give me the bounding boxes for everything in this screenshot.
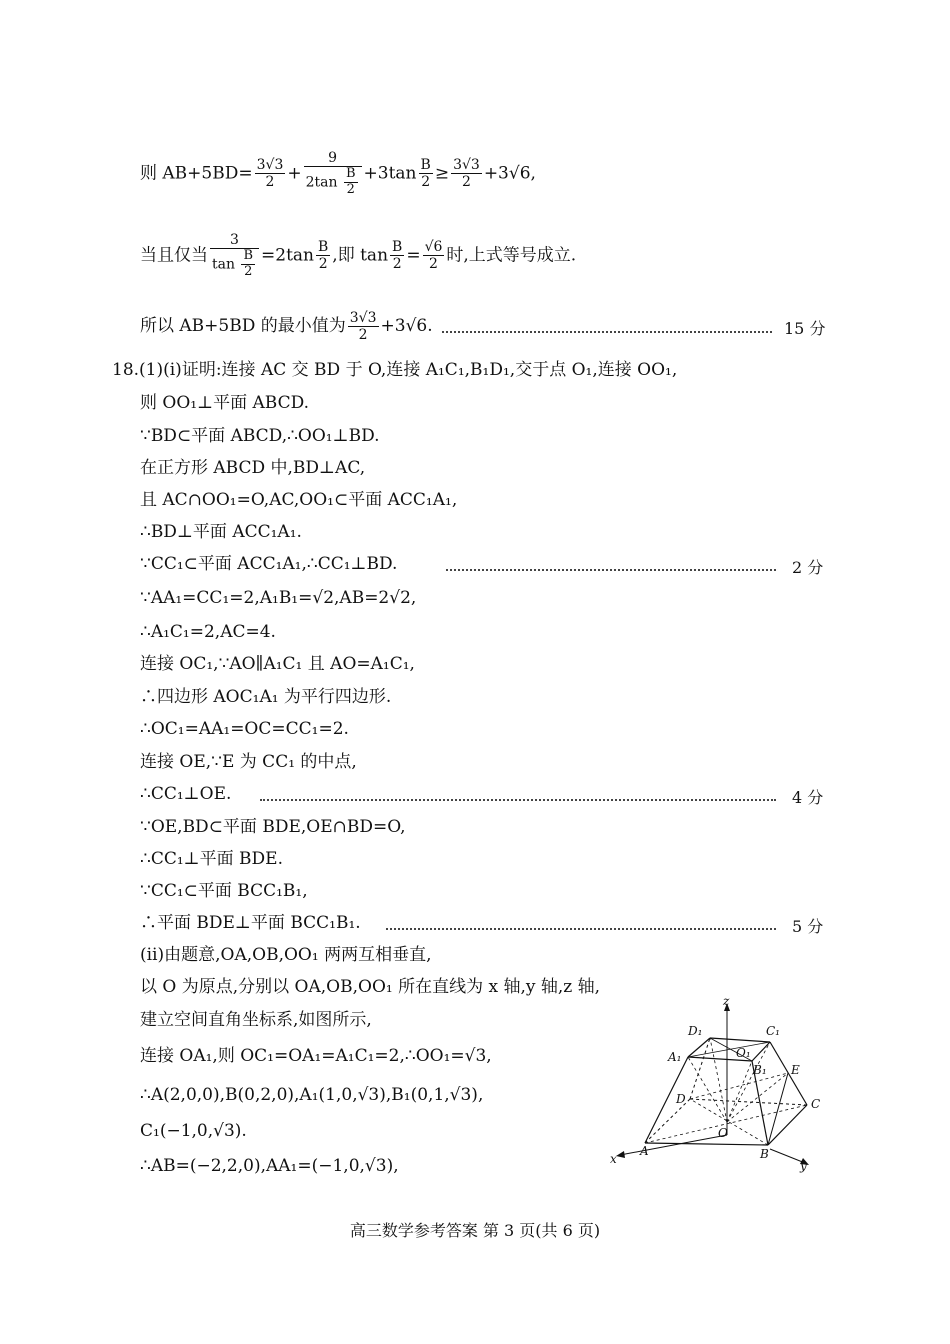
frac-num: 3√3 [256,157,284,174]
frac-den: 2 [346,182,355,198]
score-15: 15 分 [784,319,826,338]
q18-line-6: ∴BD⊥平面 ACC₁A₁. [140,522,302,542]
q18-line-11: ∴四边形 AOC₁A₁ 为平行四边形. [140,687,392,707]
label-D1: D₁ [688,1024,703,1038]
nested-fraction [241,249,255,280]
eq3-prefix: 所以 AB+5BD 的最小值为 [140,316,346,337]
frac-den: 2 [358,327,368,344]
frac-den-text: tan [212,256,235,273]
x-axis-arrow [616,1151,625,1158]
q18-line-14: ∴CC₁⊥OE. [140,784,232,804]
label-C: C [811,1097,821,1111]
fraction [348,310,379,343]
q18-line-4: 在正方形 ABCD 中,BD⊥AC, [140,458,366,478]
q18-line-18: ∴平面 BDE⊥平面 BCC₁B₁. [140,913,361,933]
label-A1: A₁ [668,1050,682,1064]
fraction [390,239,404,272]
eq2-mid: ,即 tan [332,245,389,266]
frac-num: B [420,157,431,174]
q18-line-2: 则 OO₁⊥平面 ABCD. [140,393,310,413]
score-2: 2 分 [792,558,824,577]
score-4: 4 分 [792,788,824,807]
label-x: x [610,1152,617,1166]
q18-line-16: ∴CC₁⊥平面 BDE. [140,849,283,869]
frac-den: 2 [244,264,253,280]
label-O: O [718,1126,728,1140]
q18-line-24: C₁(−1,0,√3). [140,1121,247,1141]
q18-line-23: ∴A(2,0,0),B(0,2,0),A₁(1,0,√3),B₁(0,1,√3), [140,1085,484,1105]
label-C1: C₁ [766,1024,780,1038]
segment-OB1 [727,1061,752,1122]
segment-OA1 [688,1057,727,1122]
fraction [423,239,445,272]
edge-CD [690,1099,807,1105]
frac-den: 2 [421,174,431,191]
q18-line-15: ∵OE,BD⊂平面 BDE,OE∩BD=O, [140,817,406,837]
frac-den-text: 2tan [305,174,338,191]
frustum-figure [600,995,830,1175]
eq-sign: = [406,245,421,266]
frac-num: 3√3 [453,157,480,174]
eq1-prefix: 则 AB+5BD= [140,163,253,184]
frac-num: √6 [424,239,443,256]
eq1-suffix: +3√6, [483,163,536,184]
frac-num: B [345,166,356,182]
q18-line-12: ∴OC₁=AA₁=OC=CC₁=2. [140,719,349,739]
fraction [255,157,286,190]
frac-num: 3 [210,232,259,249]
fraction [316,239,330,272]
q18-line-3: ∵BD⊂平面 ABCD,∴OO₁⊥BD. [140,426,380,446]
equation-line-3 [140,310,433,343]
frac-num: 3√3 [349,310,377,326]
q18-line-25: ∴AB=(−2,2,0),AA₁=(−1,0,√3), [140,1156,399,1176]
label-D: D [676,1092,686,1106]
eq3-suffix: +3√6. [380,316,433,337]
frac-den [304,167,362,198]
q18-line-19: (ⅱ)由题意,OA,OB,OO₁ 两两互相垂直, [140,945,432,965]
fraction [419,157,433,190]
frac-den: 2 [318,256,328,273]
frac-den: 2 [265,174,275,191]
leader-dots [446,569,776,571]
equation-line-1 [140,150,536,198]
label-z: z [723,995,730,1008]
frac-den: 2 [392,256,402,273]
frac-num: B [392,239,403,256]
plus-sign: + [287,163,302,184]
q18-line-1: 18.(1)(ⅰ)证明:连接 AC 交 BD 于 O,连接 A₁C₁,B₁D₁,交于点 O₁,连接 OO₁, [112,360,678,380]
label-y: y [800,1159,807,1173]
fraction [304,150,362,198]
equation-line-2 [140,232,576,280]
q18-line-7: ∵CC₁⊂平面 ACC₁A₁,∴CC₁⊥BD. [140,554,398,574]
fraction [210,232,259,280]
eq2-mid: =2tan [261,245,314,266]
edge-AB [645,1143,768,1145]
x-axis [620,1135,727,1155]
leader-dots [386,928,776,930]
q18-line-8: ∵AA₁=CC₁=2,A₁B₁=√2,AB=2√2, [140,588,417,608]
q18-line-21: 建立空间直角坐标系,如图所示, [140,1010,372,1030]
q18-line-13: 连接 OE,∵E 为 CC₁ 的中点, [140,752,357,772]
eq2-suffix: 时,上式等号成立. [446,245,577,266]
leader-dots [442,331,772,333]
nested-fraction [344,167,358,198]
q18-line-22: 连接 OA₁,则 OC₁=OA₁=A₁C₁=2,∴OO₁=√3, [140,1046,492,1066]
fraction [451,157,482,190]
leader-dots [260,799,776,801]
frac-num: 9 [304,150,362,167]
frac-den: 2 [429,256,438,273]
eq1-mid: +3tan [363,163,417,184]
segment-OE [727,1073,788,1122]
edge-C1D1 [710,1038,770,1042]
q18-line-20: 以 O 为原点,分别以 OA,OB,OO₁ 所在直线为 x 轴,y 轴,z 轴, [140,977,601,997]
diag-BD [690,1099,768,1145]
label-O1: O₁ [736,1046,751,1060]
frac-num: B [318,239,329,256]
q18-line-5: 且 AC∩OO₁=O,AC,OO₁⊂平面 ACC₁A₁, [140,490,458,510]
q18-line-9: ∴A₁C₁=2,AC=4. [140,622,276,642]
eq2-prefix: 当且仅当 [140,245,208,266]
segment-DE [690,1073,788,1099]
q18-line-10: 连接 OC₁,∵AO∥A₁C₁ 且 AO=A₁C₁, [140,654,415,674]
score-5: 5 分 [792,917,824,936]
frac-den: 2 [461,174,471,191]
page-footer: 高三数学参考答案 第 3 页(共 6 页) [349,1221,601,1240]
frac-num: B [243,248,254,264]
label-A: A [640,1144,649,1158]
label-B1: B₁ [753,1063,767,1077]
ge-sign: ≥ [434,163,450,184]
q18-line-17: ∵CC₁⊂平面 BCC₁B₁, [140,881,308,901]
edge-CC1 [770,1042,807,1105]
label-B: B [760,1147,769,1161]
label-E: E [791,1063,800,1077]
frac-den [210,249,259,280]
